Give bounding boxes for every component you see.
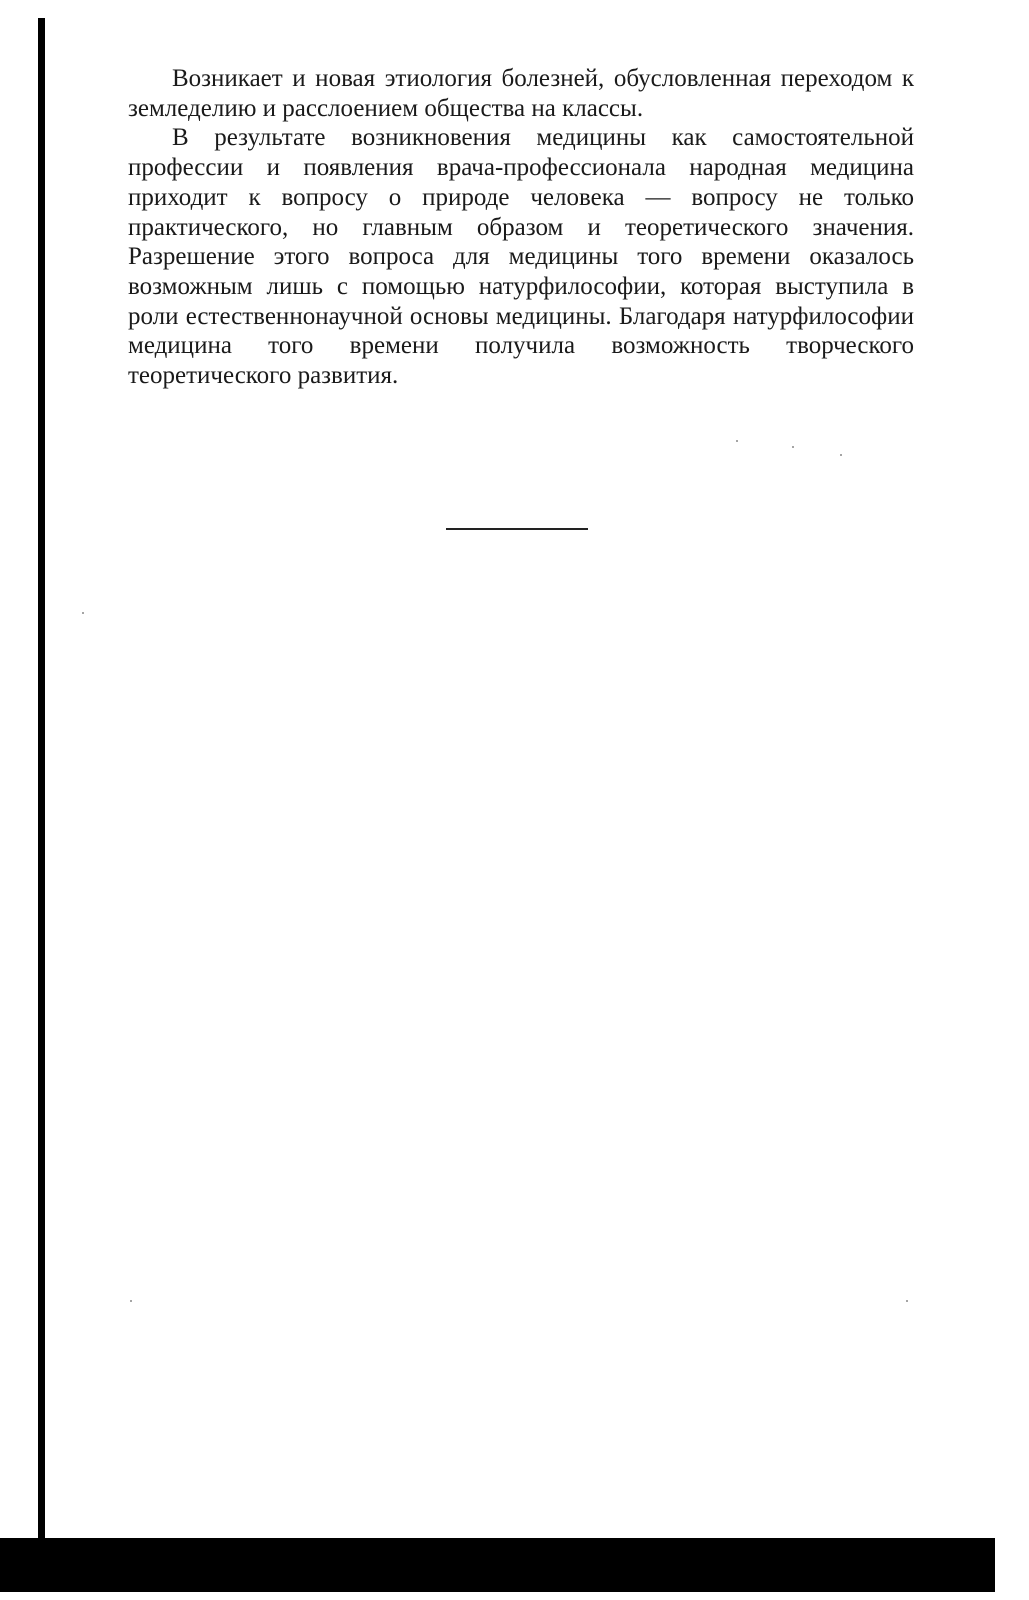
scan-speck	[792, 446, 794, 448]
scan-speck	[736, 440, 738, 442]
section-end-rule	[446, 528, 588, 530]
paragraph-2: В результате возникновения медицины как самостоятельной профессии и появления врача-профессионала народная медицина приходит к вопросу о природе человека — вопросу не только практического, но главным образом и теоретического значения. Разрешение этого вопроса для медицины того времени оказалось возможным лишь с помощью натурфилософии, которая выступила в роли естественнонаучной основы медицины. Благодаря натурфилософии медицина того времени получила возможность творческого теоретического развития.	[128, 124, 914, 390]
scan-speck	[130, 1300, 132, 1302]
scan-speck	[82, 612, 84, 614]
scan-speck	[906, 1300, 908, 1302]
scan-binding-edge	[38, 18, 45, 1538]
body-text	[128, 64, 914, 391]
scan-bottom-edge	[0, 1538, 995, 1592]
scan-speck	[840, 454, 842, 456]
paragraph-1: Возникает и новая этиология болезней, обусловленная переходом к земледелию и расслоением общества на классы.	[128, 65, 914, 122]
